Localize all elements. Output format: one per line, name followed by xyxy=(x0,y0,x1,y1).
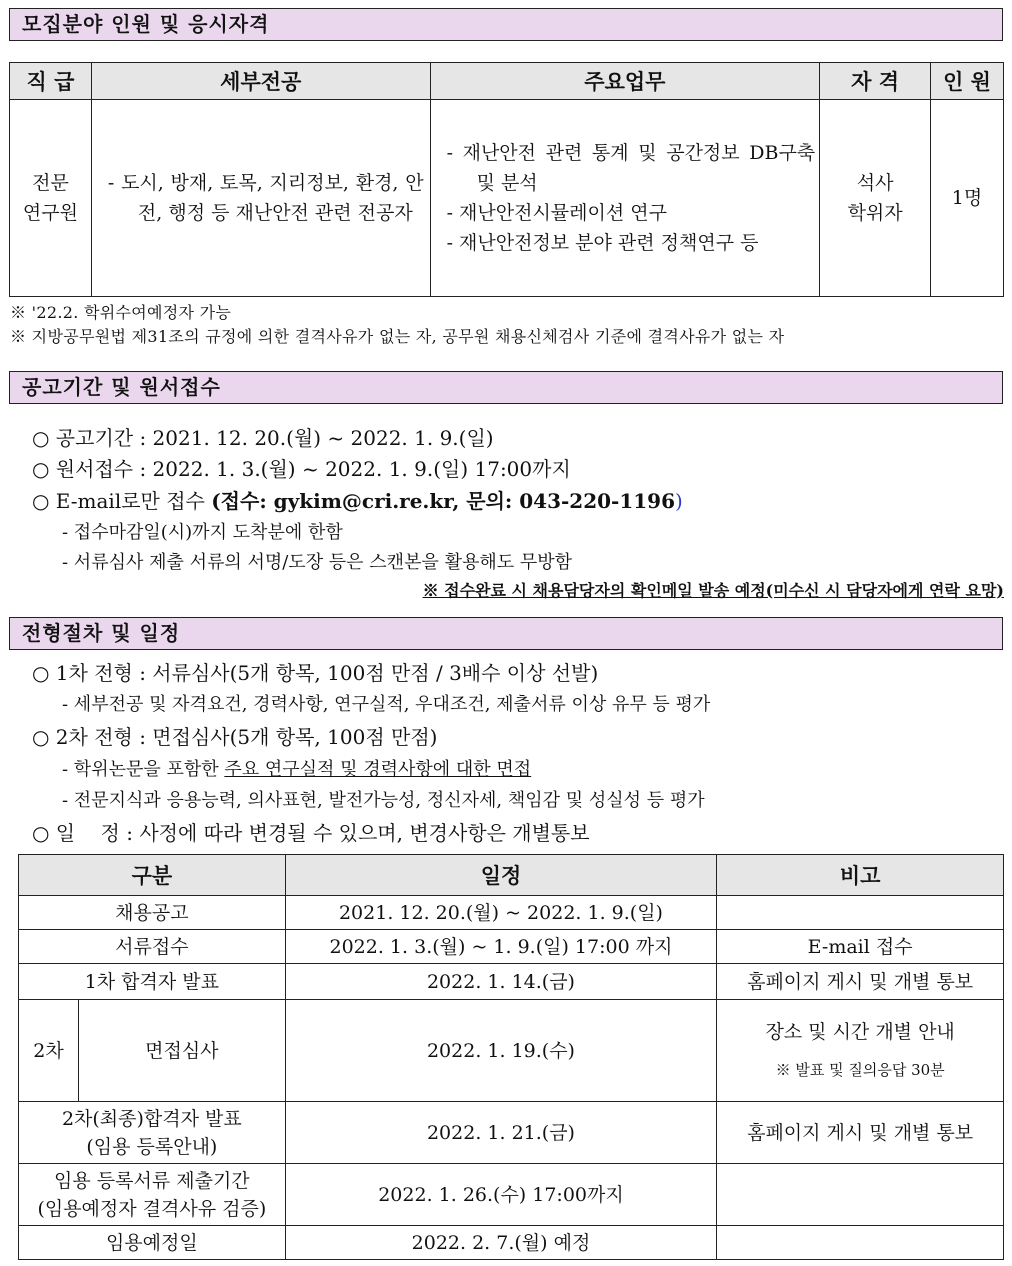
email-contact: (접수: gykim@cri.re.kr, 문의: 043-220-1196 xyxy=(211,489,676,513)
row-date: 2022. 2. 7.(월) 예정 xyxy=(285,1226,717,1260)
note-degree: ※ '22.2. 학위수여예정자 가능 xyxy=(10,303,232,322)
table-row xyxy=(19,1000,1004,1102)
table-row xyxy=(19,1226,1004,1260)
row-note xyxy=(717,1164,1004,1226)
row-date: 2021. 12. 20.(월) ~ 2022. 1. 9.(일) xyxy=(285,896,717,930)
table-row xyxy=(19,1164,1004,1226)
interview-guide: 장소 및 시간 개별 안내 xyxy=(765,1020,955,1043)
row-label xyxy=(19,1164,286,1226)
row-note xyxy=(717,1226,1004,1260)
recruitment-table xyxy=(9,62,1004,297)
step2-sub1-underlined: 주요 연구실적 및 경력사항에 대한 면접 xyxy=(224,759,532,780)
header-qualification: 자 격 xyxy=(820,63,931,100)
step2-sub1-prefix: - 학위논문을 포함한 xyxy=(62,759,225,780)
application-receipt: ○ 원서접수 : 2022. 1. 3.(월) ~ 2022. 1. 9.(일) 17:00까지 xyxy=(32,457,571,481)
schedule-header-category: 구분 xyxy=(19,855,286,896)
interview-duration: ※ 발표 및 질의응답 30분 xyxy=(775,1060,945,1079)
table-row xyxy=(19,930,1004,964)
section-recruitment-header: 모집분야 인원 및 응시자격 xyxy=(9,8,1003,41)
row-label xyxy=(19,1102,286,1164)
section-procedure-header: 전형절차 및 일정 xyxy=(9,617,1003,650)
row-label: 면접심사 xyxy=(78,1000,285,1102)
email-close-paren: ) xyxy=(675,489,683,513)
row-label: 서류접수 xyxy=(19,930,286,964)
duty-item: - 재난안전정보 분야 관련 정책연구 등 xyxy=(446,232,759,254)
cell-duties xyxy=(430,100,820,297)
row-note: E-mail 접수 xyxy=(717,930,1004,964)
email-only-line xyxy=(32,485,683,514)
email-prefix: ○ E-mail로만 접수 xyxy=(32,489,212,513)
duty-item: - 재난안전시뮬레이션 연구 xyxy=(446,202,667,224)
step2-sub2: - 전문지식과 응용능력, 의사표현, 발전가능성, 정신자세, 책임감 및 성실성 등 평가 xyxy=(62,790,705,811)
qual-line1: 석사 xyxy=(856,172,894,194)
row-note: 홈페이지 게시 및 개별 통보 xyxy=(717,964,1004,1000)
row-date: 2022. 1. 21.(금) xyxy=(285,1102,717,1164)
schedule-note: ○ 일 정 : 사정에 따라 변경될 수 있으며, 변경사항은 개별통보 xyxy=(32,821,590,845)
deadline-note: - 접수마감일(시)까지 도착분에 한함 xyxy=(62,522,343,543)
final-label-line1: 2차(최종)합격자 발표 xyxy=(61,1107,242,1130)
confirmation-notice: ※ 접수완료 시 채용담당자의 확인메일 발송 예정(미수신 시 담당자에게 연락 요망) xyxy=(422,581,1004,600)
grade-line1: 전문 xyxy=(32,172,69,194)
section-application-header: 공고기간 및 원서접수 xyxy=(9,371,1003,404)
scan-note: - 서류심사 제출 서류의 서명/도장 등은 스캔본을 활용해도 무방함 xyxy=(62,552,573,573)
row-date: 2022. 1. 3.(월) ~ 1. 9.(일) 17:00 까지 xyxy=(285,930,717,964)
cell-major xyxy=(91,100,430,297)
table-row xyxy=(19,1102,1004,1164)
table-row xyxy=(19,964,1004,1000)
table-row xyxy=(19,896,1004,930)
row-label: 1차 합격자 발표 xyxy=(19,964,286,1000)
header-grade: 직 급 xyxy=(10,63,92,100)
row-date: 2022. 1. 14.(금) xyxy=(285,964,717,1000)
note-disqualification: ※ 지방공무원법 제31조의 규정에 의한 결격사유가 없는 자, 공무원 채용신체검사 기준에 결격사유가 없는 자 xyxy=(10,327,785,346)
schedule-header-date: 일정 xyxy=(285,855,717,896)
row-label: 임용예정일 xyxy=(19,1226,286,1260)
row-label: 채용공고 xyxy=(19,896,286,930)
row-date: 2022. 1. 19.(수) xyxy=(285,1000,717,1102)
step2-sub1 xyxy=(62,755,531,781)
header-count: 인 원 xyxy=(931,63,1004,100)
step1: ○ 1차 전형 : 서류심사(5개 항목, 100점 만점 / 3배수 이상 선발) xyxy=(32,661,599,685)
qual-line2: 학위자 xyxy=(847,202,903,224)
schedule-header-note: 비고 xyxy=(717,855,1004,896)
major-text: - 도시, 방재, 토목, 지리정보, 환경, 안전, 행정 등 재난안전 관련 전공자 xyxy=(107,172,424,224)
row-date: 2022. 1. 26.(수) 17:00까지 xyxy=(285,1164,717,1226)
cell-qualification xyxy=(820,100,931,297)
cell-grade xyxy=(10,100,92,297)
announcement-period: ○ 공고기간 : 2021. 12. 20.(월) ~ 2022. 1. 9.(일) xyxy=(32,426,494,450)
docs-label-line1: 임용 등록서류 제출기간 xyxy=(54,1169,250,1192)
schedule-table xyxy=(18,854,1004,1260)
header-duties: 주요업무 xyxy=(430,63,820,100)
row-note xyxy=(717,1000,1004,1102)
header-major: 세부전공 xyxy=(91,63,430,100)
docs-label-line2: (임용예정자 결격사유 검증) xyxy=(37,1197,267,1220)
duty-item: - 재난안전 관련 통계 및 공간정보 DB구축 및 분석 xyxy=(446,142,816,194)
row-stage: 2차 xyxy=(19,1000,79,1102)
final-label-line2: (임용 등록안내) xyxy=(86,1135,218,1158)
step1-sub: - 세부전공 및 자격요건, 경력사항, 연구실적, 우대조건, 제출서류 이상 유무 등 평가 xyxy=(62,694,711,715)
grade-line2: 연구원 xyxy=(22,202,78,224)
row-note xyxy=(717,896,1004,930)
cell-count: 1명 xyxy=(931,100,1004,297)
row-note: 홈페이지 게시 및 개별 통보 xyxy=(717,1102,1004,1164)
step2: ○ 2차 전형 : 면접심사(5개 항목, 100점 만점) xyxy=(32,725,438,749)
